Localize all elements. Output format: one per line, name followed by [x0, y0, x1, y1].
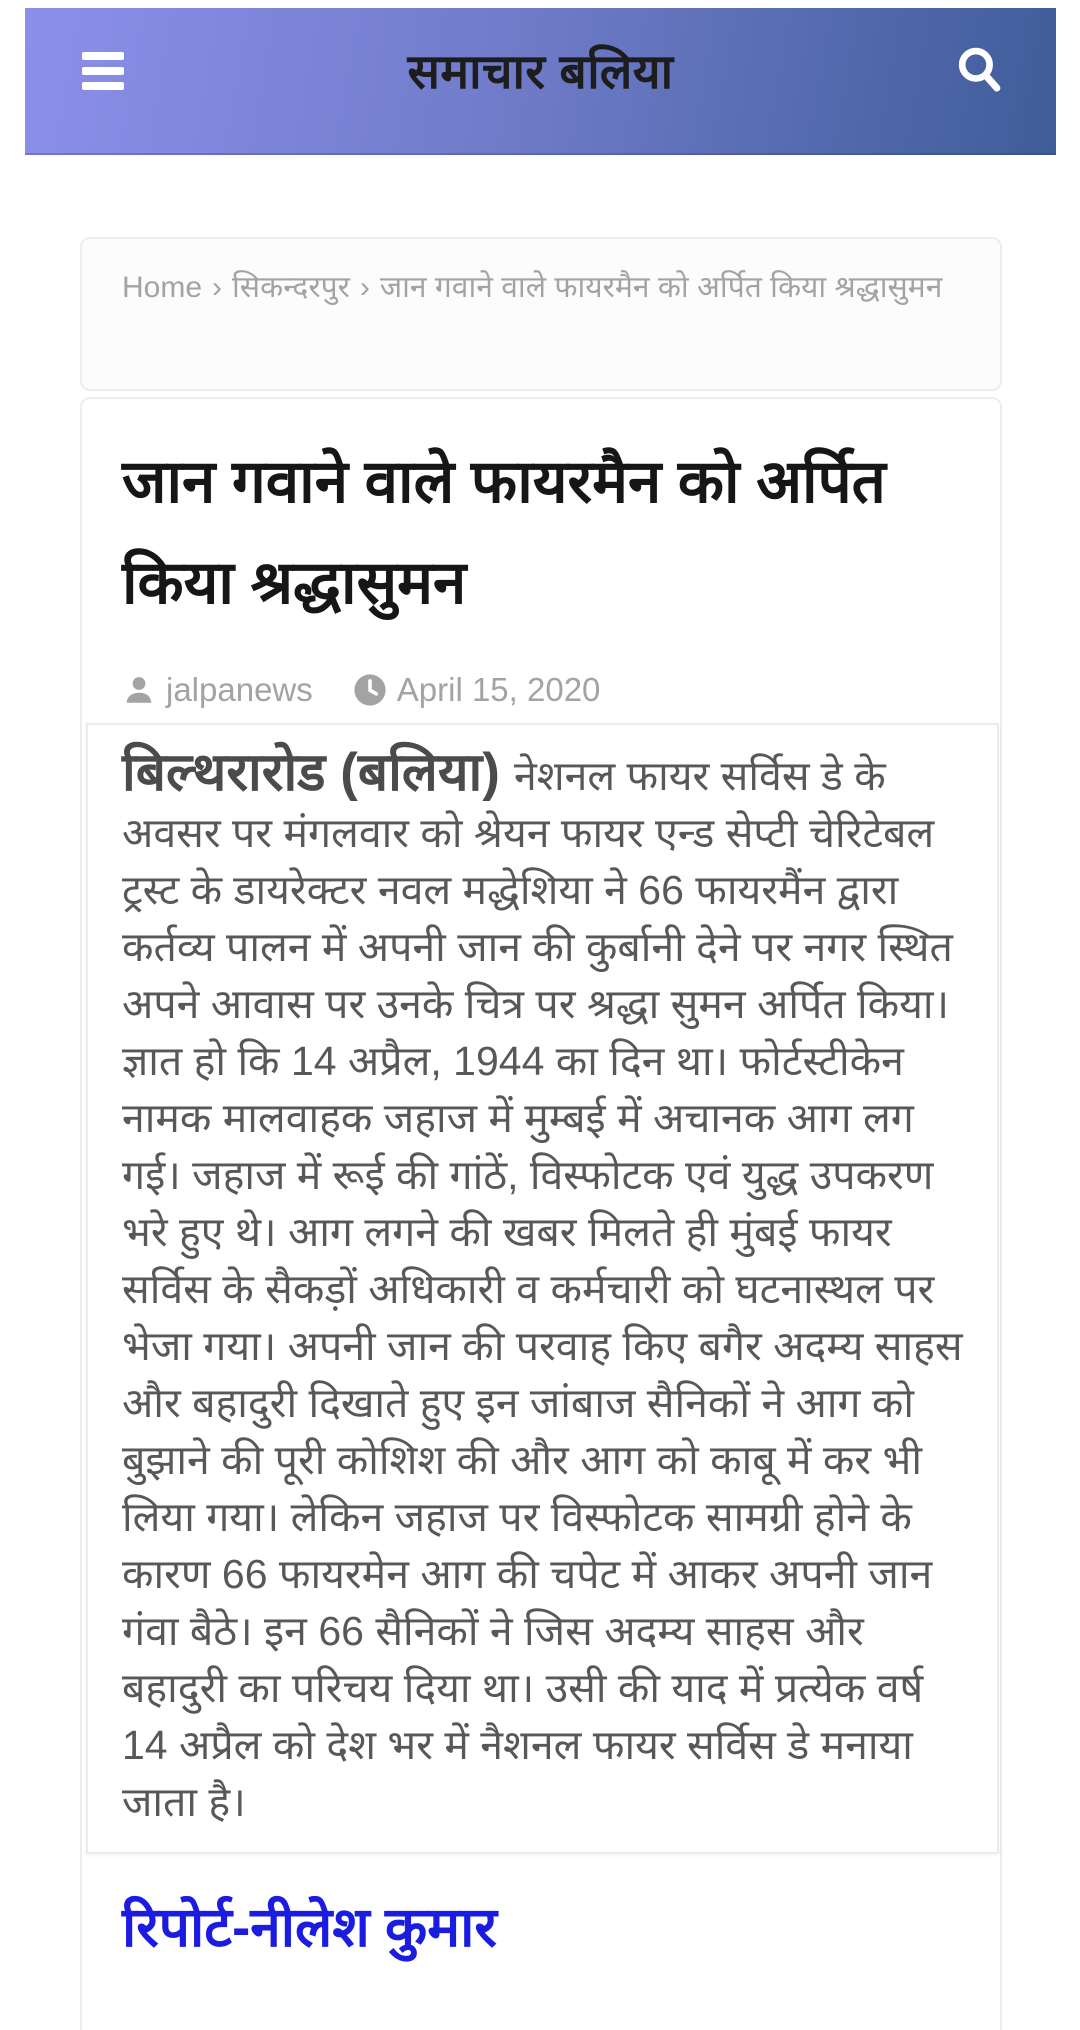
breadcrumb-current: जान गवाने वाले फायरमैन को अर्पित किया श्रद्धासुमन — [379, 271, 943, 304]
breadcrumb-link-category[interactable]: सिकन्दरपुर — [232, 271, 350, 304]
article-title: जान गवाने वाले फायरमैन को अर्पित किया श्रद्धासुमन — [122, 448, 886, 616]
article-meta — [122, 671, 600, 709]
date-group — [353, 671, 601, 709]
article-card — [80, 397, 1002, 2030]
site-title: समाचार बलिया — [407, 46, 674, 99]
app-header — [25, 8, 1056, 155]
author-link[interactable]: jalpanews — [166, 671, 313, 708]
breadcrumb — [80, 237, 1002, 391]
breadcrumb-link-home[interactable]: Home — [122, 271, 203, 304]
article-body-panel — [86, 723, 999, 1854]
article-lead: बिल्थरारोड (बलिया) — [122, 743, 500, 802]
reporter-credit: रिपोर्ट-नीलेश कुमार — [122, 1896, 497, 1958]
user-icon — [122, 673, 156, 707]
breadcrumb-separator: › — [359, 271, 370, 304]
author-group — [122, 671, 313, 709]
clock-icon — [353, 673, 387, 707]
search-icon — [954, 44, 1004, 98]
article-body-text: नेशनल फायर सर्विस डे के अवसर पर मंगलवार को श्रेयन फायर एन्ड सेप्टी चेरिटेबल ट्रस्ट के डायरेक्टर नवल मद्धेशिया ने 66 फायरमैंन द्वारा कर्तव्य पालन में अपनी जान की कुर्बानी देने पर नगर स्थित अपने आवास पर उनके चित्र पर श्रद्धा सुमन अर्पित किया। ज्ञात हो कि 14 अप्रैल, 1944 का दिन था। फोर्टस्टीकेन नामक मालवाहक जहाज में मुम्बई में अचानक आग लग गई। जहाज में रूई की गांठें, विस्फोटक एवं युद्ध उपकरण भरे हुए थे। आग लगने की खबर मिलते ही मुंबई फायर सर्विस के सैकड़ों अधिकारी व कर्मचारी को घटनास्थल पर भेजा गया। अपनी जान की परवाह किए बगैर अदम्य साहस और बहादुरी दिखाते हुए इन जांबाज सैनिकों ने आग को बुझाने की पूरी कोशिश की और आग को काबू में कर भी लिया गया। लेकिन जहाज पर विस्फोटक सामग्री होने के कारण 66 फायरमेन आग की चपेट में आकर अपनी जान गंवा बैठे। इन 66 सैनिकों ने जिस अदम्य साहस और बहादुरी का परिचय दिया था। उसी की याद में प्रत्येक वर्ष 14 अप्रैल को देश भर में नैशनल फायर सर्विस डे मनाया जाता है। — [122, 753, 963, 1825]
publish-date: April 15, 2020 — [396, 671, 601, 708]
breadcrumb-separator: › — [212, 271, 223, 304]
search-button[interactable] — [954, 44, 1004, 98]
article-body — [122, 741, 971, 1831]
